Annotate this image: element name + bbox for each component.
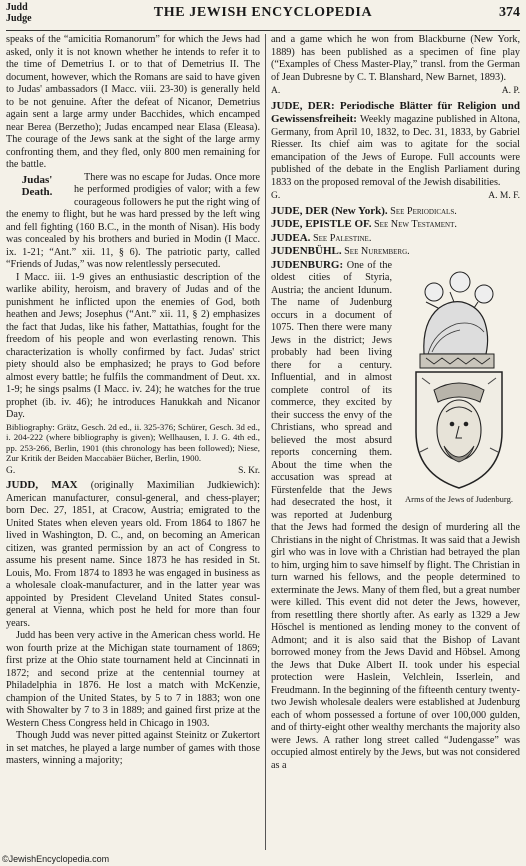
page-header [6,0,520,31]
paragraph: Judd has been very active in the American chess world. He won fourth prize at the Michigan state tournament of 1869; first prize at the Ohio state tournament held at Cincinnati in 1872; and second prize at the centennial tourney at Philadelphia in 1876. He lost a match with McKenzie, champion of the United States, by 5 to 7 in 1883; won one with Showalter by 7 to 3 in 1889; and gained first prize at the Western Chess Congress held in Chicago in 1903. [6,630,260,729]
see-link[interactable]: See Palestine. [310,232,372,244]
margin-subheading: Judas' Death. [21,173,53,198]
entry-judd-max [6,479,260,630]
signature-author: A. M. F. [488,191,520,201]
entry-text: (originally Maximilian Judkiewich): American manufacturer, consul-general, and chess-player; born Dec. 27, 1851, at Cracow, Austria; emigrated to the United States when eleven years old. From 1864 to 1867 he lived in Washington, D. C., and, on becoming an American citizen, was granted permission by an act of Congress to assume his present name. Since 1873 he has resided in St. Louis, Mo. From 1874 to 1893 he was engaged in business as a wholesale cloak-manufacturer, and in the latter year was appointed by President Cleveland United States consul-general at Vienna, which post he held for more than four years. [6,480,260,629]
paragraph: There was no escape for Judas. Once more he performed prodigies of valor; with a few courageous followers he put the right wing of the enemy to flight, but he was hard pressed by the left wing and fell fighting (160 B.C., in the month of Nisan). His body was concealed by his brothers and buried in Modin (I Macc. ix. 1-21; “Ant.” xii. 11, § 6). The patriotic party, called “Friends of Judas,” was now relentlessly persecuted. [6,171,260,270]
figure-caption: Arms of the Jews of Judenburg. [405,493,513,504]
signature-line [271,85,520,98]
entry-heading: JUDENBURG: [271,258,344,271]
entry-heading: JUDE, DER (New York). [271,204,388,217]
entry-heading: JUDE, EPISTLE OF. [271,218,372,230]
bibliography: Bibliography: Grätz, Gesch. 2d ed., ii. 325-376; Schürer, Gesch. 3d ed., i. 204-222 (where bibliography is given); Wellhausen, I. J. G. 4th ed., pp. 253-266, Berlin, 1901 (this chronology has been followed); Niese, Zur Kritik der Beiden Maccabäer Bücher, Berlin, 1900. [6,421,260,463]
page-number: 374 [499,5,520,20]
column-divider [265,34,266,850]
running-title: THE JEWISH ENCYCLOPEDIA [153,5,373,20]
signature-line [6,465,260,478]
entry-heading: JUDD, MAX [6,479,78,491]
signature-author: S. Kr. [238,465,260,476]
entry-heading: JUDEA. [271,231,311,244]
arms-illustration [398,262,520,510]
see-link[interactable]: See Nuremberg. [341,246,410,257]
entry-heading: JUDE, DER: Periodische Blätter für Religion und Gewissensfreiheit: [271,99,520,125]
entry-text: One of the oldest cities of Styria, Austria; the ancient Idunum. The name of Judenburg occurs in a document of 1075. Then there were many Jews in the district; Jews probably had been living there for a century. Influential, and in almost complete control of its commerce, they excited by their success the envy of the Christians, who spread and believed the most absurd reports concerning them. About the time when the accusation was spread at Fürstenfelde that the Jews had desecrated the host, it was reported at Judenburg that the Jews had formed the design of murdering all the Christians in the night of Christmas. It was said that a Jewish girl who was in love with a Christian had betrayed the plan to him, urging him to save himself by flight. The Christian in turn warned his fellows, and the people determined to exterminate the Jews. Many of them fled, but a great number were killed. This event did not deter the Jews, however, from resettling there shortly after. As early as 1329 a Jew Höschel is mentioned as lending money to the convent of Admont; and it is also said that the Bishop of Lavant borrowed money from the Jews David and Höbsel. Among the Jews that Duke Albert II. took under his especial protection were Haslein, Velchlein, Isserlein, and Freudmann. In the beginning of the fifteenth century twenty-two Jewish wholesale dealers were established at Judenburg each of whom possessed a fortune of over 100,000 gulden, and of thirty-eight other wealthy merchants the majority also were Jews. A rather long street called “Judengasse” was occupied almost entirely by the Jews, but was not considered as a [271,259,521,771]
coat-of-arms-icon [404,262,514,494]
paragraph: and a game which he won from Blackburne (New York, 1889) has been published as a specimen of fine play (“Examples of Chess Master-Play,” transl. from the German of Jean Dubresne by C. T. Blanshard, New Barnet, 1893). [271,34,520,83]
paragraph: Though Judd was never pitted against Steinitz or Zukertort in set matches, he played a large number of games with those masters, winning a majority; [6,730,260,766]
left-column [6,34,260,768]
site-watermark: ©JewishEncyclopedia.com [2,854,110,864]
entry-text: Weekly magazine published in Altona, Germany, from April 10, 1832, to Dec. 31, 1833, by Gabriel Riesser. Its chief aim was to agitate for the social emancipation of the Jews of Europe. Full accounts were published of the debate in the English Parliament during 1833 on the proposed removal of the Jewish disabilities. [271,114,520,188]
signature-line [271,190,520,203]
see-link[interactable]: See Periodicals. [387,205,457,217]
cross-reference [271,218,520,232]
right-column [271,34,520,772]
entry-jude-der [271,100,520,190]
entry-heading: JUDENBÜHL. [271,245,342,257]
cross-reference [271,245,520,259]
signature-author: A. P. [501,86,520,96]
paragraph: speaks of the “amicitia Romanorum” for which the Jews had asked, only it is not known whether he intends to refer it to the time of Demetrius I. or to that of Demetrius II. The document, however, which the Romans are said to have given to Judas' ambassadors (I Macc. viii. 23-30) is generally held to be not genuine. After the defeat of Nicanor, Demetrius again sent a large army under Bacchides, which encamped near Berea (Berzetho); Judas encamped near Elasa (Eleasa). The courage of the Jews sank at the sight of the large army confronting them, and they fled, only 800 men remaining for the battle. [6,34,260,170]
guide-word-last: Judge [6,13,32,24]
signature-initial: G. [6,465,16,476]
see-link[interactable]: See New Testament. [371,219,457,230]
cross-reference [271,205,520,219]
paragraph: I Macc. iii. 1-9 gives an enthusiastic description of the warlike ability, heroism, and bravery of Judas and of the punishment he inflicted upon the enemies of God, both heathen and Jews; Josephus (“Ant.” xii. 11, § 2) emphasizes the fact that Judas, like his father, Mattathias, fought for the freedom of his people and won everlasting renown. This characterization is wholly confirmed by fact. Judas' strict piety should also be emphasized; he prays to God before almost every battle; he fulfils the commandment of Deut. xx. 1-9; he sings psalms (I Macc. iv. 24); he watches for the true prophet (ib. iv. 46); he introduces Hanukkah and Nicanor Day. [6,271,260,420]
cross-reference [271,232,520,246]
signature-initial: A. [271,86,281,96]
signature-initial: G. [271,191,281,201]
guide-word-first: Judd [6,2,28,13]
